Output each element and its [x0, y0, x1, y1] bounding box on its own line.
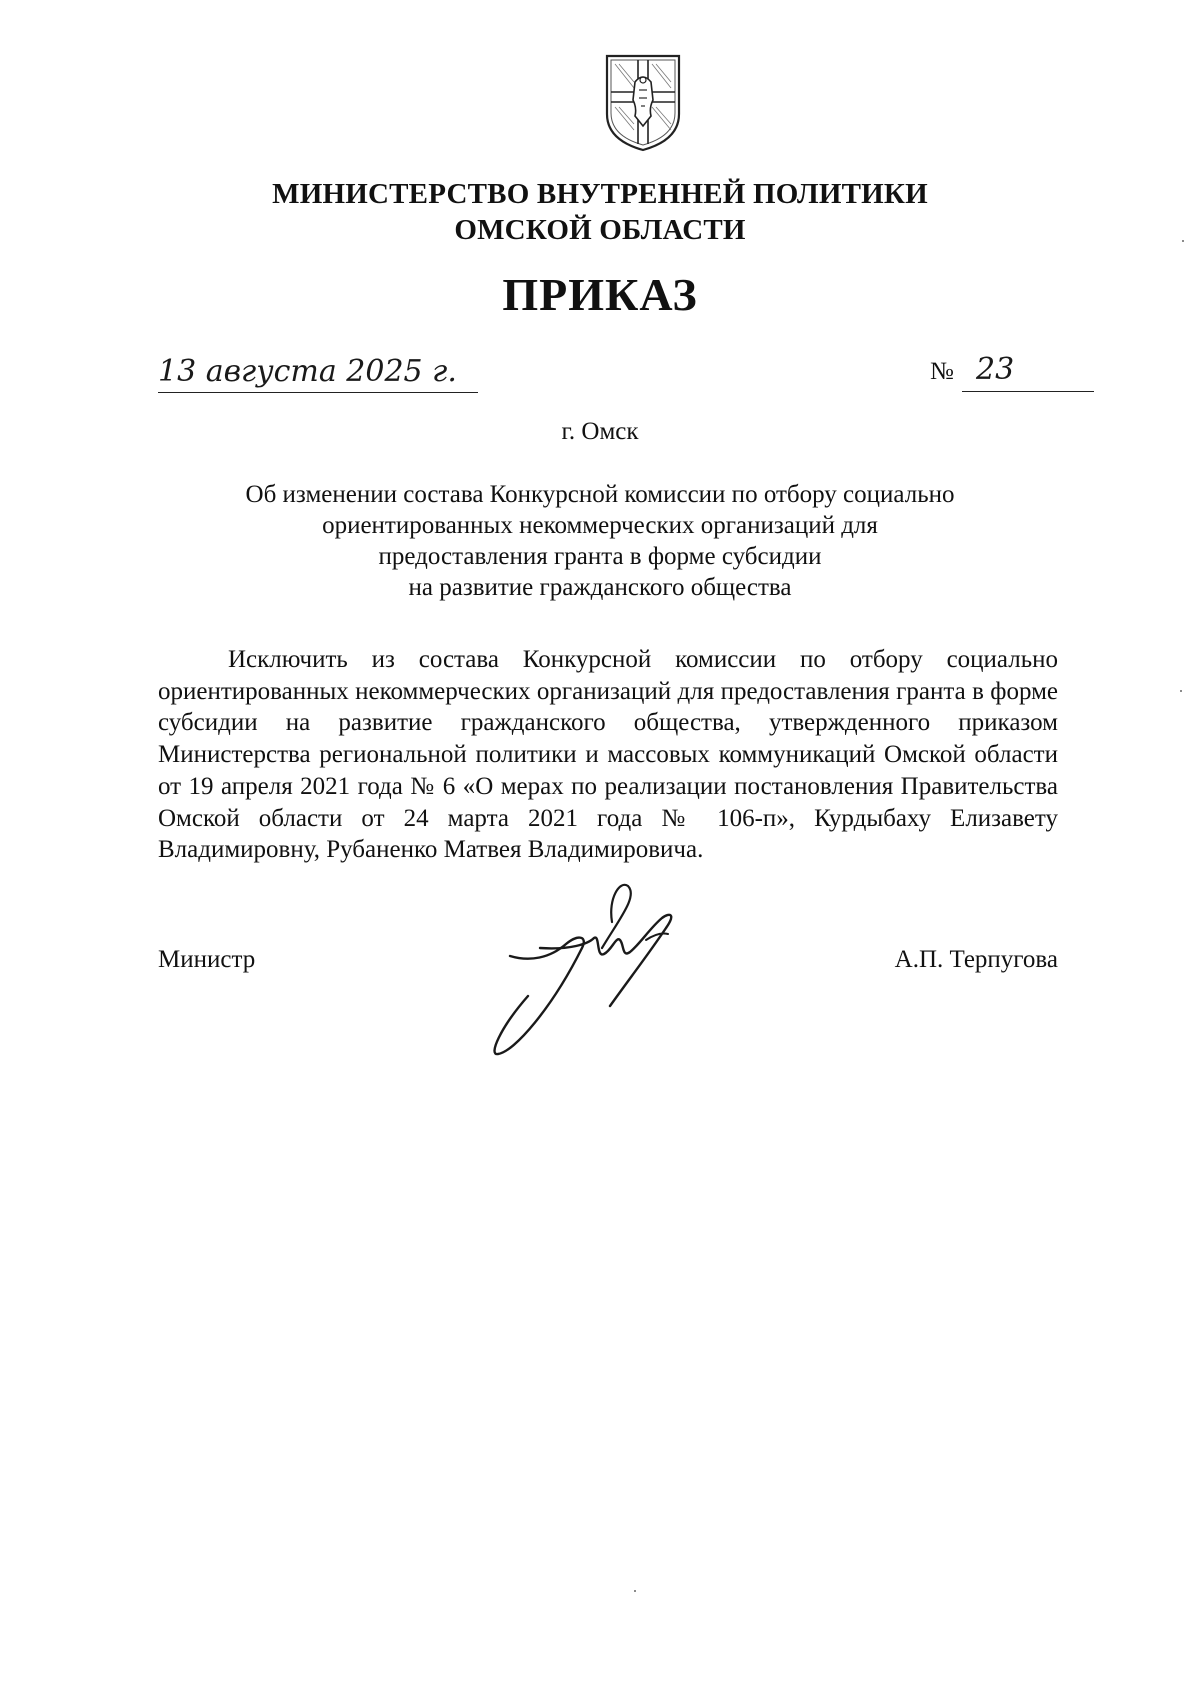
- subject-line-2: ориентированных некоммерческих организаций для: [322, 512, 878, 539]
- ministry-name: [150, 176, 1050, 248]
- city-line: г. Омск: [561, 418, 639, 445]
- signer-title: Министр: [158, 946, 256, 973]
- handwritten-signature-icon: [470, 878, 730, 1060]
- omsk-coat-of-arms-icon: [603, 52, 683, 154]
- signer-name: А.П. Терпугова: [894, 946, 1058, 973]
- ministry-line-1: МИНИСТЕРСТВО ВНУТРЕННЕЙ ПОЛИТИКИ: [272, 178, 928, 210]
- subject-line-1: Об изменении состава Конкурсной комиссии по отбору социально: [245, 481, 955, 508]
- scan-speck: [1182, 240, 1184, 242]
- order-body-paragraph: Исключить из состава Конкурсной комиссии по отбору социально ориентированных некоммерческих организаций для предоставления гранта в форме субсидии на развитие гражданского общества, утвержденного приказом Министерства региональной политики и массовых коммуникаций Омской области от 19 апреля 2021 года № 6 «О мерах по реализации постановления Правительства Омской области от 24 марта 2021 года № 106-п», Курдыбаху Елизавету Владимировну, Рубаненко Матвея Владимировича.: [158, 646, 1058, 864]
- subject-line-3: предоставления гранта в форме субсидии: [378, 543, 822, 570]
- document-type-title: ПРИКАЗ: [502, 269, 698, 320]
- scan-speck: [634, 1590, 636, 1592]
- order-number: 23: [962, 352, 1094, 392]
- order-subject: [150, 479, 1050, 603]
- number-sign: №: [930, 358, 954, 385]
- order-date: 13 августа 2025 г.: [158, 352, 478, 393]
- ministry-line-2: ОМСКОЙ ОБЛАСТИ: [454, 214, 746, 246]
- subject-line-4: на развитие гражданского общества: [408, 574, 792, 601]
- scan-speck: [1180, 690, 1182, 692]
